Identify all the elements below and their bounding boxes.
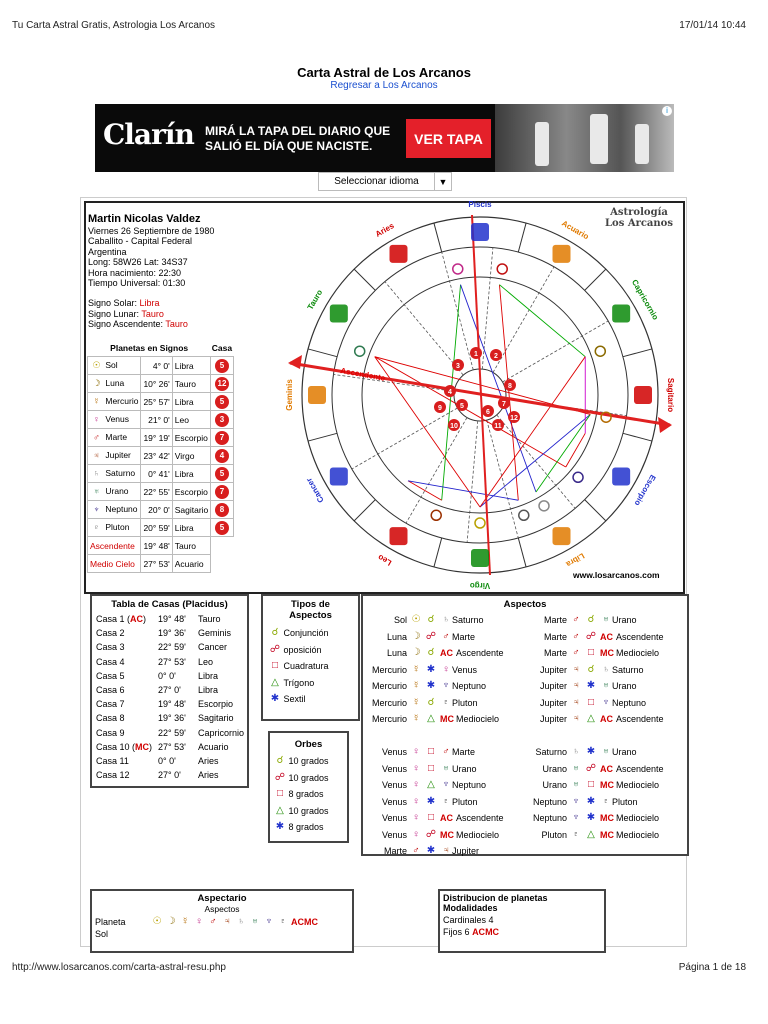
aspect-row xyxy=(523,728,683,745)
aspect-symbol-icon: ☌ xyxy=(271,627,279,639)
planet-glyph-icon: ☿ xyxy=(412,663,420,675)
house-cusp xyxy=(385,282,463,375)
aspect-symbol-icon: ☍ xyxy=(425,630,437,642)
planet-glyph-icon: ♆ xyxy=(442,680,450,692)
planet-glyph-icon: ♀ xyxy=(412,828,420,840)
planet-row: ♆ Neptuno 20° 0' Sagitario 8 xyxy=(88,501,234,519)
house-row: Casa 5 0° 0' Libra xyxy=(96,670,219,681)
solar-sign: Signo Solar: Libra xyxy=(88,298,160,309)
aspect-symbol-icon: ☌ xyxy=(427,696,435,708)
aspectario-box: Aspectario Aspectos Planeta ☉ ☽ ☿ ♀ ♂ ♃ ♄ ♅ ♆ ♇ AC MC Sol xyxy=(90,889,354,953)
planet-glyph-icon: ♂ xyxy=(442,630,450,642)
orbs-title: Orbes xyxy=(294,739,323,750)
language-select-label: Seleccionar idioma xyxy=(334,176,419,187)
aspect-row: Jupiter ♃ △ AC Ascendente xyxy=(539,713,664,725)
planet-row: ♅ Urano 22° 55' Escorpio 7 xyxy=(88,483,234,501)
neptuno-glyph-icon: ♆ xyxy=(265,915,273,927)
orbes-item: ✱ 8 grados xyxy=(275,821,324,833)
ad-info-icon[interactable]: i xyxy=(662,106,672,116)
angle-row: Ascendente 19° 48' Tauro xyxy=(88,537,234,555)
sign-label: Tauro xyxy=(305,288,325,312)
ascendant-label: Ascendente xyxy=(339,366,386,383)
house-number: 6 xyxy=(486,409,490,416)
house-number: 1 xyxy=(474,351,478,358)
aspect-symbol-icon: △ xyxy=(271,676,279,688)
saturno-glyph-icon: ♄ xyxy=(237,915,245,927)
planet-glyph-icon: ♀ xyxy=(412,812,420,824)
aspect-row: Neptuno ♆ ✱ ♇ Pluton xyxy=(532,795,638,807)
aspect-row: Pluton ♇ △ MC Mediocielo xyxy=(541,828,660,840)
planet-glyph-icon: ♇ xyxy=(602,795,610,807)
aspectario-title: Aspectario xyxy=(197,893,247,904)
ad-message: MIRÁ LA TAPA DEL DIARIO QUE SALIÓ EL DÍA QUE NACISTE. xyxy=(205,124,391,153)
aspectario-sub: Aspectos xyxy=(204,904,240,914)
house-number: 3 xyxy=(456,363,460,370)
universal-time: Tiempo Universal: 01:30 xyxy=(88,278,186,289)
planet-glyph-icon: ♂ xyxy=(442,746,450,758)
aspect-symbol-icon: ☌ xyxy=(587,614,595,626)
planet-glyph-icon: ☽ xyxy=(92,378,101,388)
aspect-symbol-icon: ✱ xyxy=(586,812,596,824)
birth-time: Hora nacimiento: 22:30 xyxy=(88,267,182,278)
aspect-row: Mercurio ☿ ☌ ♇ Pluton xyxy=(371,696,478,708)
aspect-row xyxy=(363,728,523,745)
aspect-row: Venus ♀ □ ♂ Marte xyxy=(381,746,476,758)
planet-glyph-icon: ♅ xyxy=(572,779,580,791)
house-number: 5 xyxy=(460,403,464,410)
sign-divider xyxy=(623,349,652,357)
planet-glyph-icon: ♀ xyxy=(442,663,450,675)
sign-divider xyxy=(308,349,337,357)
aspect-symbol-icon: □ xyxy=(271,660,279,672)
aspect-symbol-icon: ☍ xyxy=(585,762,597,774)
house-badge: 5 xyxy=(215,521,229,535)
distribution-box xyxy=(438,889,606,953)
house-row: Casa 1 (AC) 19° 48' Tauro xyxy=(96,614,221,625)
aspect-row: Marte ♂ □ MC Mediocielo xyxy=(543,647,660,659)
sign-glyph-icon xyxy=(330,305,348,323)
house-number: 11 xyxy=(494,423,502,430)
planet-glyph-icon: ♀ xyxy=(93,414,100,424)
planet-glyph-icon: ♇ xyxy=(572,828,580,840)
sign-divider xyxy=(585,500,606,521)
sign-glyph-icon xyxy=(553,245,571,263)
birthdate: Viernes 26 Septiembre de 1980 xyxy=(88,226,215,236)
sign-divider xyxy=(518,223,526,252)
aspect-line xyxy=(499,285,585,357)
planet-marker-icon xyxy=(573,472,583,482)
planet-marker-icon xyxy=(497,264,507,274)
planet-marker-icon xyxy=(475,518,485,528)
language-select[interactable] xyxy=(318,172,452,191)
aspect-symbol-icon: ☌ xyxy=(587,663,595,675)
planet-glyph-icon: ♇ xyxy=(442,795,450,807)
sign-divider xyxy=(623,433,652,441)
house-cusp xyxy=(467,421,478,543)
planet-glyph-icon: ♂ xyxy=(412,845,420,857)
sign-divider xyxy=(434,538,442,567)
aspect-symbol-icon: ☌ xyxy=(427,614,435,626)
country: Argentina xyxy=(88,246,127,257)
planet-marker-icon xyxy=(453,264,463,274)
aspect-row: Saturno ♄ ✱ ♅ Urano xyxy=(535,746,637,758)
ad-cta-button[interactable]: VER TAPA xyxy=(406,119,491,158)
planet-glyph-icon: ♆ xyxy=(442,779,450,791)
house-row: Casa 6 27° 0' Libra xyxy=(96,685,219,696)
aspect-symbol-icon: ✱ xyxy=(586,746,596,758)
house-cusp xyxy=(497,415,575,508)
aspect-symbol-icon: ☍ xyxy=(425,828,437,840)
print-url: http://www.losarcanos.com/carta-astral-resu.php xyxy=(12,962,226,973)
aspect-row: Marte ♂ ☍ AC Ascendente xyxy=(543,630,664,642)
sign-label: Virgo xyxy=(469,581,491,590)
tipos-item: ☍ oposición xyxy=(269,643,322,655)
planet-glyph-icon: ♂ xyxy=(572,630,580,642)
sign-label: Piscis xyxy=(468,200,492,209)
house-row: Casa 8 19° 36' Sagitario xyxy=(96,713,234,724)
natal-chart-wheel xyxy=(280,200,680,590)
house-number: 10 xyxy=(450,423,458,430)
tipos-item: ☌ Conjunción xyxy=(269,625,358,642)
ascendant-sign: Signo Ascendente: Tauro xyxy=(88,319,188,330)
aspect-row: Jupiter ♃ ☌ ♄ Saturno xyxy=(539,663,644,675)
planet-glyph-icon: ♄ xyxy=(442,614,450,626)
mercurio-glyph-icon: ☿ xyxy=(181,915,189,927)
sign-divider xyxy=(434,223,442,252)
planet-glyph-icon: ♀ xyxy=(412,746,420,758)
planet-glyph-icon: ♅ xyxy=(602,680,610,692)
casa-header: Casa xyxy=(211,342,233,353)
aspect-symbol-icon: ✱ xyxy=(586,795,596,807)
houses-table-title: Tabla de Casas (Placidus) xyxy=(111,599,228,610)
planet-glyph-icon: ♂ xyxy=(572,614,580,626)
house-row: Casa 2 19° 36' Geminis xyxy=(96,628,232,639)
aspectario-header-glyphs xyxy=(151,916,291,928)
aspect-symbol-icon: ✱ xyxy=(586,680,596,692)
aspect-symbol-icon: ☌ xyxy=(427,647,435,659)
aspect-symbol-icon: △ xyxy=(427,713,435,725)
planet-glyph-icon: ♃ xyxy=(442,845,450,857)
sign-glyph-icon xyxy=(553,527,571,545)
aspect-row: Jupiter ♃ □ ♆ Neptuno xyxy=(539,696,647,708)
aspect-row: Mercurio ☿ △ MC Mediocielo xyxy=(371,713,500,725)
planet-glyph-icon: ♅ xyxy=(93,486,100,496)
planet-glyph-icon: ☿ xyxy=(93,396,100,406)
descendant-arrow-icon xyxy=(658,417,672,433)
sign-glyph-icon xyxy=(330,468,348,486)
sign-divider xyxy=(308,433,337,441)
house-row: Casa 3 22° 59' Cancer xyxy=(96,642,228,653)
ad-brand-logo: Clarín xyxy=(103,118,194,151)
planet-glyph-icon: ♇ xyxy=(93,522,100,532)
tipos-item: □ Cuadratura xyxy=(269,658,358,675)
aspect-symbol-icon: △ xyxy=(587,828,595,840)
sign-label: Capricornio xyxy=(629,278,661,322)
planet-glyph-icon: ♆ xyxy=(572,812,580,824)
house-badge: 8 xyxy=(215,503,229,517)
house-row: Casa 4 27° 53' Leo xyxy=(96,656,214,667)
aspect-symbol-icon: ✱ xyxy=(426,845,436,857)
planet-glyph-icon: ☽ xyxy=(411,647,421,659)
orbs-box xyxy=(268,731,349,843)
planet-glyph-icon: ♀ xyxy=(412,795,420,807)
sol-glyph-icon: ☉ xyxy=(152,915,162,927)
aspect-symbol-icon: △ xyxy=(587,713,595,725)
aspect-row: Urano ♅ ☍ AC Ascendente xyxy=(542,762,664,774)
ascendant-arrow-icon xyxy=(288,355,302,369)
house-badge: 3 xyxy=(215,413,229,427)
print-datetime: 17/01/14 10:44 xyxy=(679,20,746,31)
planet-glyph-icon: ♅ xyxy=(442,762,450,774)
house-row: Casa 11 0° 0' Aries xyxy=(96,755,219,766)
pluton-glyph-icon: ♇ xyxy=(279,915,287,927)
aspect-row: Venus ♀ ☍ MC Mediocielo xyxy=(381,828,500,840)
aspect-symbol-icon: ✱ xyxy=(426,663,436,675)
planet-glyph-icon: ♆ xyxy=(572,795,580,807)
fijos-row: Fijos 6 ACMC xyxy=(443,927,500,937)
planet-row: ♂ Marte 19° 19' Escorpio 7 xyxy=(88,429,234,447)
lunar-sign: Signo Lunar: Tauro xyxy=(88,308,164,319)
aspect-row: Sol ☉ ☌ ♄ Saturno xyxy=(393,614,484,626)
aspect-symbol-icon: ☌ xyxy=(276,755,284,767)
planet-row: ☿ Mercurio 25° 57' Libra 5 xyxy=(88,393,234,411)
planet-glyph-icon: ♄ xyxy=(572,746,580,758)
sign-glyph-icon xyxy=(471,549,489,567)
planet-glyph-icon: ♃ xyxy=(572,663,580,675)
page-title: Carta Astral de Los Arcanos xyxy=(297,65,471,80)
planet-glyph-icon: ♆ xyxy=(93,504,100,514)
luna-glyph-icon: ☽ xyxy=(166,915,176,927)
venus-glyph-icon: ♀ xyxy=(195,915,203,927)
person-info xyxy=(88,213,214,330)
planet-glyph-icon: ♄ xyxy=(93,468,100,478)
aspect-symbol-icon: □ xyxy=(276,788,284,800)
house-row: Casa 12 27° 0' Aries xyxy=(96,770,219,781)
aspect-row: Marte ♂ ☌ ♅ Urano xyxy=(543,614,637,626)
planet-glyph-icon: ♅ xyxy=(572,762,580,774)
planet-glyph-icon: ♇ xyxy=(442,696,450,708)
orbes-item: △ 10 grados xyxy=(274,803,347,820)
sign-label: Sagitario xyxy=(666,377,675,413)
aspect-symbol-icon: □ xyxy=(587,647,595,659)
planet-glyph-icon: ☿ xyxy=(412,713,420,725)
house-number: 7 xyxy=(502,401,506,408)
aspect-line xyxy=(566,433,585,467)
planet-marker-icon xyxy=(519,510,529,520)
planet-glyph-icon: ♆ xyxy=(602,696,610,708)
jupiter-glyph-icon: ♃ xyxy=(223,915,231,927)
aspect-row: Jupiter ♃ ✱ ♅ Urano xyxy=(539,680,637,692)
house-row: Casa 9 22° 59' Capricornio xyxy=(96,727,245,738)
aspect-row: Luna ☽ ☌ AC Ascendente xyxy=(386,647,504,659)
planet-marker-icon xyxy=(431,510,441,520)
planet-glyph-icon: ♀ xyxy=(412,779,420,791)
house-number: 9 xyxy=(438,405,442,412)
house-cusp xyxy=(482,248,493,370)
aspect-types-title: Tipos de Aspectos xyxy=(289,599,332,621)
planet-glyph-icon: ☿ xyxy=(412,680,420,692)
ad-banner[interactable] xyxy=(95,104,674,172)
print-page-title: Tu Carta Astral Gratis, Astrologia Los Arcanos xyxy=(12,20,216,31)
sign-label: Leo xyxy=(376,552,394,568)
aspects-title: Aspectos xyxy=(503,599,547,610)
chevron-down-icon: ▼ xyxy=(434,173,451,190)
planet-glyph-icon: ☉ xyxy=(92,360,101,370)
planets-table xyxy=(87,339,234,573)
aspect-symbol-icon: ☍ xyxy=(274,771,286,783)
house-number: 12 xyxy=(510,415,518,422)
distribution-sub: Modalidades xyxy=(443,903,498,913)
planet-marker-icon xyxy=(355,346,365,356)
sign-label: Cancer xyxy=(304,476,326,505)
planet-glyph-icon: ♄ xyxy=(602,663,610,675)
houses-table xyxy=(90,594,249,788)
aspect-symbol-icon: □ xyxy=(427,812,435,824)
aspects-box xyxy=(361,594,689,856)
arcanos-logo: Astrología Los Arcanos xyxy=(605,207,673,229)
aspect-symbol-icon: □ xyxy=(427,746,435,758)
aspect-row: Venus ♀ △ ♆ Neptuno xyxy=(381,779,487,791)
house-badge: 4 xyxy=(215,449,229,463)
marte-glyph-icon: ♂ xyxy=(209,915,217,927)
sign-glyph-icon xyxy=(612,468,630,486)
aspect-symbol-icon: ✱ xyxy=(275,821,285,833)
house-badge: 7 xyxy=(215,431,229,445)
sign-glyph-icon xyxy=(612,305,630,323)
sign-divider xyxy=(354,269,375,290)
person-name: Martin Nicolas Valdez xyxy=(88,213,201,225)
sign-label: Geminis xyxy=(285,379,294,411)
aspect-symbol-icon: □ xyxy=(587,779,595,791)
planet-row: ☉ Sol 4° 0' Libra 5 xyxy=(88,357,234,375)
aspect-symbol-icon: ☍ xyxy=(269,643,281,655)
orbes-item: ☍ 10 grados xyxy=(274,771,329,783)
planet-marker-icon xyxy=(539,501,549,511)
planet-glyph-icon: ♃ xyxy=(572,680,580,692)
aspect-symbol-icon: □ xyxy=(587,696,595,708)
sign-label: Escorpio xyxy=(632,473,658,508)
tipos-item: △ Trígono xyxy=(269,675,358,692)
birthplace: Caballito - Capital Federal xyxy=(88,236,193,247)
planets-table-title: Planetas en Signos xyxy=(110,342,189,353)
planet-glyph-icon: ♃ xyxy=(572,713,580,725)
planet-glyph-icon: ☿ xyxy=(412,696,420,708)
sign-glyph-icon xyxy=(390,527,408,545)
planet-glyph-icon: ♅ xyxy=(602,614,610,626)
house-number: 4 xyxy=(448,389,452,396)
angle-row: Medio Cielo 27° 53' Acuario xyxy=(88,555,234,573)
sign-label: Acuario xyxy=(560,218,591,242)
aspect-row: Mercurio ☿ ✱ ♆ Neptuno xyxy=(371,680,487,692)
sign-divider xyxy=(354,500,375,521)
aspect-symbol-icon: ✱ xyxy=(426,795,436,807)
house-cusp xyxy=(406,418,467,524)
planet-row: ☽ Luna 10° 26' Tauro 12 xyxy=(88,375,234,393)
sign-glyph-icon xyxy=(471,223,489,241)
house-row: Casa 7 19° 48' Escorpio xyxy=(96,699,234,710)
aspect-symbol-icon: △ xyxy=(427,779,435,791)
planet-row: ♇ Pluton 20° 59' Libra 5 xyxy=(88,519,234,537)
house-row: Casa 10 (MC) 27° 53' Acuario xyxy=(96,741,229,752)
planet-glyph-icon: ☽ xyxy=(411,630,421,642)
sign-glyph-icon xyxy=(308,386,326,404)
ad-photo xyxy=(495,104,674,172)
coordinates: Long: 58W26 Lat: 34S37 xyxy=(88,257,188,268)
aspect-row: Venus ♀ □ AC Ascendente xyxy=(381,812,504,824)
planet-glyph-icon: ♅ xyxy=(602,746,610,758)
planet-row: ♃ Jupiter 23° 42' Virgo 4 xyxy=(88,447,234,465)
house-cusp xyxy=(352,408,458,469)
planet-glyph-icon: ♂ xyxy=(572,647,580,659)
aspect-symbol-icon: ✱ xyxy=(270,693,280,705)
aspect-symbol-icon: □ xyxy=(427,762,435,774)
house-cusp xyxy=(442,252,474,370)
house-number: 8 xyxy=(508,383,512,390)
aspect-symbol-icon: △ xyxy=(276,804,284,816)
sign-label: Libra xyxy=(564,551,586,569)
sign-divider xyxy=(518,538,526,567)
aspect-row: Neptuno ♆ ✱ MC Mediocielo xyxy=(532,812,660,824)
aspect-symbol-icon: ✱ xyxy=(426,680,436,692)
planet-glyph-icon: ♃ xyxy=(572,696,580,708)
aspect-symbol-icon: ☍ xyxy=(585,630,597,642)
planet-glyph-icon: ♃ xyxy=(93,450,100,460)
planet-row: ♀ Venus 21° 0' Leo 3 xyxy=(88,411,234,429)
site-url: www.losarcanos.com xyxy=(573,570,660,580)
planet-glyph-icon: ♀ xyxy=(412,762,420,774)
planet-glyph-icon: ☉ xyxy=(411,614,421,626)
aspect-row: Venus ♀ ✱ ♇ Pluton xyxy=(381,795,478,807)
sign-divider xyxy=(585,269,606,290)
aspect-row: Marte ♂ ✱ ♃ Jupiter xyxy=(383,845,480,857)
urano-glyph-icon: ♅ xyxy=(251,915,259,927)
aspect-row: Mercurio ☿ ✱ ♀ Venus xyxy=(371,663,478,675)
back-link[interactable]: Regresar a Los Arcanos xyxy=(330,80,438,91)
aspect-row: Venus ♀ □ ♅ Urano xyxy=(381,762,477,774)
aspect-row: Urano ♅ □ MC Mediocielo xyxy=(542,779,660,791)
tipos-item: ✱ Sextil xyxy=(270,693,306,705)
distribution-title: Distribucion de planetas xyxy=(443,893,548,903)
cardinales-row: Cardinales 4 xyxy=(443,915,494,925)
house-badge: 5 xyxy=(215,467,229,481)
sign-glyph-icon xyxy=(390,245,408,263)
planeta-label: Planeta xyxy=(95,916,126,927)
planet-row: ♄ Saturno 0° 41' Libra 5 xyxy=(88,465,234,483)
house-badge: 7 xyxy=(215,485,229,499)
house-cusp xyxy=(503,321,609,382)
aspect-row: Luna ☽ ☍ ♂ Marte xyxy=(386,630,476,642)
aspectario-sol-row: Sol xyxy=(95,929,109,939)
house-badge: 5 xyxy=(215,359,229,373)
orbes-item: ☌ 10 grados xyxy=(274,753,347,770)
print-page-number: Página 1 de 18 xyxy=(678,962,746,973)
house-badge: 12 xyxy=(215,377,229,391)
orbes-item: □ 8 grados xyxy=(274,786,347,803)
planet-glyph-icon: ♂ xyxy=(93,432,100,442)
sign-label: Aries xyxy=(373,221,396,239)
planet-marker-icon xyxy=(595,346,605,356)
house-number: 2 xyxy=(494,353,498,360)
house-badge: 5 xyxy=(215,395,229,409)
aspect-types-box xyxy=(261,594,360,721)
sign-glyph-icon xyxy=(634,386,652,404)
